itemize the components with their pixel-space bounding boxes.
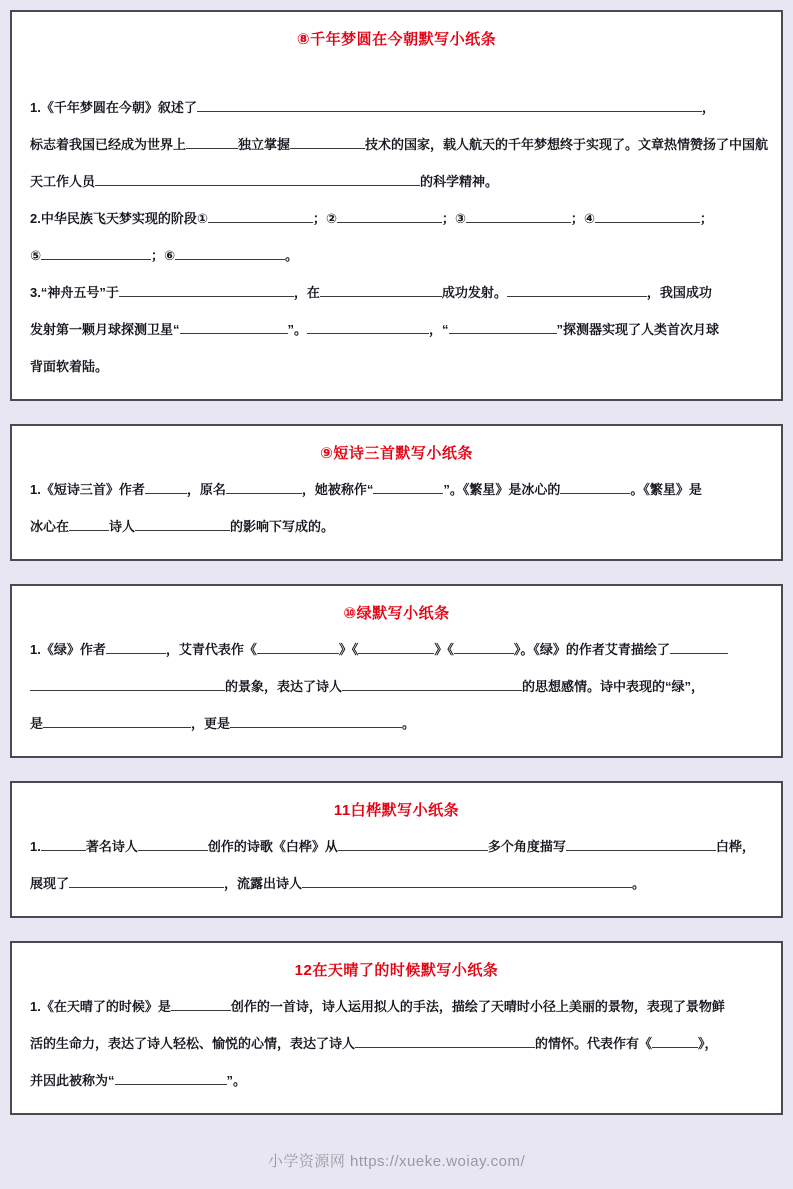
fill-blank xyxy=(566,838,716,851)
text-segment: 2.中华民族飞天梦实现的阶段① xyxy=(30,211,208,226)
text-segment: 技术的国家，载人航天的千年梦想终于实现了。文章热情赞扬了中国航 xyxy=(365,137,769,152)
worksheet-line xyxy=(30,828,763,865)
text-segment: 背面软着陆。 xyxy=(30,359,109,374)
fill-blank xyxy=(138,838,208,851)
text-segment: 。 xyxy=(402,716,416,731)
fill-blank xyxy=(180,321,288,334)
fill-blank xyxy=(171,998,231,1011)
section-body xyxy=(30,89,769,385)
text-segment: 并因此被称为“ xyxy=(30,1073,115,1088)
text-segment: 创作的诗歌《白桦》从 xyxy=(207,839,338,854)
fill-blank xyxy=(454,641,514,654)
text-segment: ；③ xyxy=(441,211,466,226)
text-segment: ；② xyxy=(312,211,337,226)
text-segment: ”。 xyxy=(287,322,308,337)
worksheet-line xyxy=(30,508,763,545)
text-segment: 成功发射。 xyxy=(441,285,507,300)
section-title: 11白桦默写小纸条 xyxy=(333,802,460,819)
text-segment: ⑤ xyxy=(30,248,42,263)
text-segment: 独立掌握 xyxy=(238,137,291,152)
worksheet-line xyxy=(30,1062,763,1099)
text-segment: 。 xyxy=(632,876,646,891)
fill-blank xyxy=(226,481,302,494)
fill-blank xyxy=(342,678,522,691)
fill-blank xyxy=(355,1035,535,1048)
fill-blank xyxy=(186,136,238,149)
text-segment: 。 xyxy=(285,248,299,263)
section-zaitianqing xyxy=(10,941,783,1115)
text-segment: 诗人 xyxy=(109,519,136,534)
fill-blank xyxy=(30,678,225,691)
text-segment: ，“ xyxy=(429,322,449,337)
fill-blank xyxy=(337,210,442,223)
text-segment: 多个角度描写 xyxy=(487,839,566,854)
section-qiannianmengyuan xyxy=(10,10,783,401)
fill-blank xyxy=(69,518,109,531)
fill-blank xyxy=(595,210,700,223)
fill-blank xyxy=(145,481,187,494)
fill-blank xyxy=(135,518,230,531)
section-title: ⑨短诗三首默写小纸条 xyxy=(320,445,473,462)
worksheet-line xyxy=(30,200,763,237)
fill-blank xyxy=(670,641,728,654)
worksheet-line xyxy=(30,237,763,274)
worksheet-line xyxy=(30,311,763,348)
fill-blank xyxy=(652,1035,698,1048)
section-body xyxy=(30,631,763,742)
text-segment: 展现了 xyxy=(30,876,70,891)
text-segment: 》。《绿》的作者艾青描绘了 xyxy=(513,642,670,657)
text-segment: 1.《在天晴了的时候》是 xyxy=(30,999,171,1014)
worksheet-line xyxy=(30,274,763,311)
text-segment: 的科学精神。 xyxy=(420,174,499,189)
fill-blank xyxy=(69,875,224,888)
text-segment: ”。 xyxy=(226,1073,247,1088)
text-segment: 创作的一首诗，诗人运用拟人的手法，描绘了天晴时小径上美丽的景物，表现了景物鲜 xyxy=(230,999,725,1014)
fill-blank xyxy=(290,136,365,149)
text-segment: ”。《繁星》是冰心的 xyxy=(443,482,561,497)
text-segment: ”探测器实现了人类首次月球 xyxy=(556,322,720,337)
section-title: ⑧千年梦圆在今朝默写小纸条 xyxy=(296,31,497,48)
text-segment: 的影响下写成的。 xyxy=(230,519,335,534)
text-segment: 》， xyxy=(698,1036,718,1051)
worksheet-line xyxy=(30,126,769,163)
text-segment: 的景象，表达了诗人 xyxy=(225,679,343,694)
text-segment: 发射第一颗月球探测卫星“ xyxy=(30,322,180,337)
worksheet-line xyxy=(30,348,763,385)
worksheet-line xyxy=(30,471,763,508)
text-segment: 的思想感情。诗中表现的“绿”， xyxy=(522,679,705,694)
fill-blank xyxy=(115,1072,227,1085)
worksheet-line xyxy=(30,865,763,902)
text-segment: ，她被称作“ xyxy=(301,482,374,497)
text-segment: 冰心在 xyxy=(30,519,70,534)
text-segment: ，在 xyxy=(293,285,320,300)
fill-blank xyxy=(320,284,442,297)
text-segment: ；⑥ xyxy=(151,248,176,263)
text-segment: 活的生命力，表达了诗人轻松、愉悦的心情，表达了诗人 xyxy=(30,1036,356,1051)
fill-blank xyxy=(373,481,443,494)
text-segment: 著名诗人 xyxy=(85,839,138,854)
section-baihua xyxy=(10,781,783,918)
text-segment: ，艾青代表作《 xyxy=(165,642,257,657)
fill-blank xyxy=(175,247,285,260)
section-duanshisanshou xyxy=(10,424,783,561)
text-segment: 3.“神舟五号”于 xyxy=(30,285,119,300)
fill-blank xyxy=(197,99,702,112)
fill-blank xyxy=(466,210,571,223)
fill-blank xyxy=(95,173,420,186)
site-footer: 小学资源网 https://xueke.woiay.com/ xyxy=(267,1153,526,1170)
text-segment: ，更是 xyxy=(191,716,231,731)
text-segment: 》《 xyxy=(338,642,359,657)
section-body xyxy=(30,988,763,1099)
fill-blank xyxy=(41,838,86,851)
worksheet-line xyxy=(30,988,763,1025)
section-body xyxy=(30,828,763,902)
section-title: ⑩绿默写小纸条 xyxy=(343,605,450,622)
text-segment: 的情怀。代表作有《 xyxy=(535,1036,653,1051)
worksheet-line xyxy=(30,631,763,668)
fill-blank xyxy=(449,321,557,334)
worksheet-line xyxy=(30,668,763,705)
fill-blank xyxy=(106,641,166,654)
fill-blank xyxy=(307,321,429,334)
worksheet-line xyxy=(30,705,763,742)
text-segment: ，流露出诗人 xyxy=(224,876,303,891)
fill-blank xyxy=(302,875,632,888)
text-segment: ； xyxy=(699,211,713,226)
fill-blank xyxy=(507,284,647,297)
text-segment: 白桦， xyxy=(715,839,755,854)
fill-blank xyxy=(208,210,313,223)
text-segment: ，原名 xyxy=(186,482,226,497)
text-segment: ， xyxy=(701,100,715,115)
fill-blank xyxy=(230,715,402,728)
text-segment: 1.《绿》作者 xyxy=(30,642,106,657)
fill-blank xyxy=(43,715,191,728)
text-segment: 标志着我国已经成为世界上 xyxy=(30,137,187,152)
text-segment: 1.《千年梦圆在今朝》叙述了 xyxy=(30,100,197,115)
text-segment: ，我国成功 xyxy=(646,285,712,300)
text-segment: 天工作人员 xyxy=(30,174,96,189)
fill-blank xyxy=(358,641,434,654)
fill-blank xyxy=(41,247,151,260)
text-segment: 》《 xyxy=(434,642,454,657)
worksheet-line xyxy=(30,89,763,126)
fill-blank xyxy=(560,481,630,494)
text-segment: 1. xyxy=(30,839,41,854)
text-segment: 。《繁星》是 xyxy=(630,482,702,497)
fill-blank xyxy=(257,641,339,654)
fill-blank xyxy=(119,284,294,297)
section-lv xyxy=(10,584,783,758)
text-segment: 是 xyxy=(30,716,44,731)
text-segment: ；④ xyxy=(570,211,595,226)
worksheet-line xyxy=(30,1025,763,1062)
worksheet-line xyxy=(30,163,763,200)
fill-blank xyxy=(338,838,488,851)
text-segment: 1.《短诗三首》作者 xyxy=(30,482,145,497)
section-body xyxy=(30,471,763,545)
section-title: 12在天晴了的时候默写小纸条 xyxy=(294,962,499,979)
